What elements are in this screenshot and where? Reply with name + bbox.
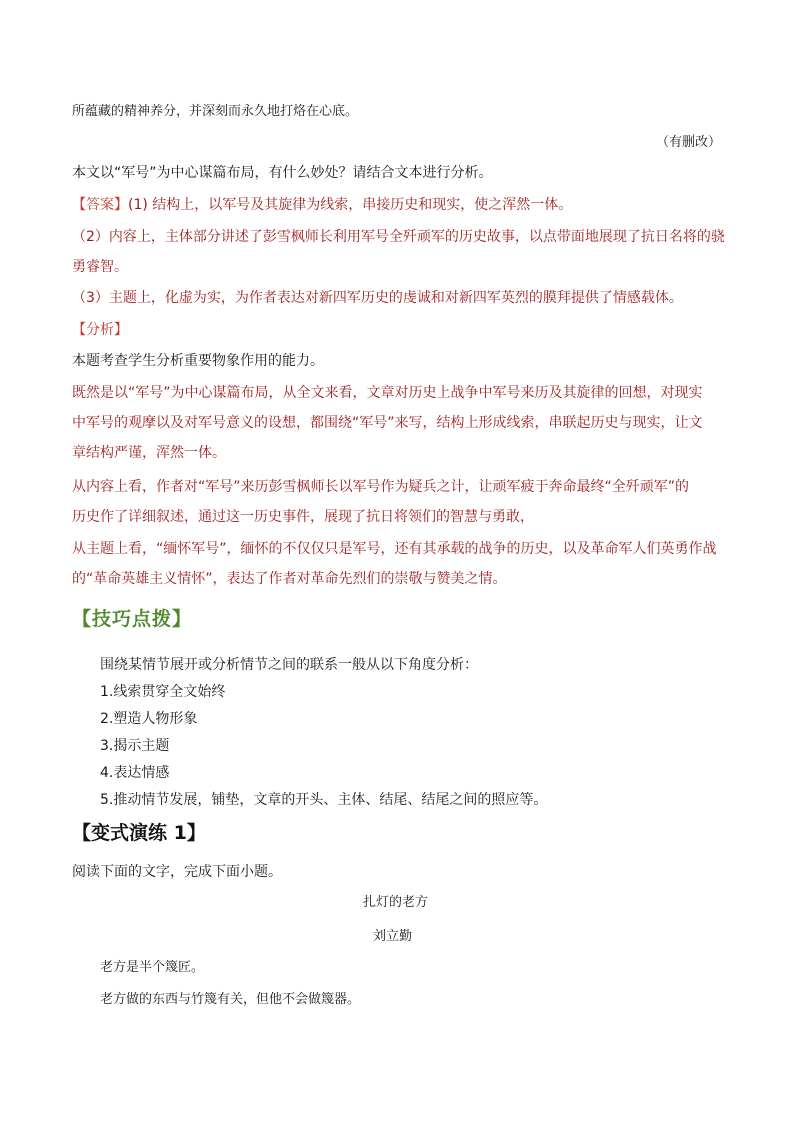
answer-point-2-line-2: 勇睿智。 — [72, 259, 128, 275]
story-line: 老方做的东西与竹篾有关，但他不会做篾器。 — [100, 992, 361, 1007]
story-title: 扎灯的老方 — [363, 895, 429, 910]
answer-line-1 — [72, 195, 572, 215]
analysis-label: 【分析】 — [72, 322, 128, 338]
tips-heading: 【技巧点拨】 — [72, 608, 193, 630]
tips-item: 3.揭示主题 — [100, 738, 170, 754]
analysis-para1-line: 既然是以“军号”为中心谋篇布局，从全文来看，文章对历史上战争中军号来历及其旋律的回想，对现实 — [72, 385, 703, 401]
analysis-intro: 本题考查学生分析重要物象作用的能力。 — [72, 353, 324, 369]
tips-item: 2.塑造人物形象 — [100, 711, 198, 727]
exercise-instruction: 阅读下面的文字，完成下面小题。 — [72, 864, 282, 880]
exercise-heading: 【变式演练 1】 — [72, 822, 206, 844]
tips-item: 4.表达情感 — [100, 765, 170, 781]
story-line: 老方是半个篾匠。 — [100, 960, 205, 975]
analysis-para3-line: 的“革命英雄主义情怀”，表达了作者对革命先烈们的崇敬与赞美之情。 — [72, 571, 507, 587]
answer-label: 【答案】 — [72, 197, 128, 213]
tips-intro: 围绕某情节展开或分析情节之间的联系一般从以下角度分析： — [100, 657, 478, 673]
question-text: 本文以“军号”为中心谋篇布局，有什么妙处？请结合文本进行分析。 — [72, 165, 493, 181]
tips-item: 1.线索贯穿全文始终 — [100, 684, 226, 700]
analysis-para3-line: 从主题上看，“缅怀军号”，缅怀的不仅仅只是军号，还有其承载的战争的历史，以及革命军人们英勇作战 — [72, 541, 717, 557]
answer-point-3: （3）主题上，化虚为实，为作者表达对新四军历史的虔诚和对新四军英烈的膜拜提供了情感载体。 — [72, 290, 683, 306]
answer-point-2-line-1: （2）内容上，主体部分讲述了彭雪枫师长利用军号全歼顽军的历史故事，以点带面地展现了抗日名将的骁 — [72, 229, 725, 245]
analysis-para2-line: 从内容上看，作者对“军号”来历彭雪枫师长以军号作为疑兵之计，让顽军疲于奔命最终“全歼顽军”的 — [72, 479, 690, 495]
excerpt-note: （有删改） — [656, 135, 722, 150]
excerpt-last-line: 所蕴藏的精神养分，并深刻而永久地打烙在心底。 — [72, 104, 359, 119]
answer-point-1: (1) 结构上，以军号及其旋律为线索，串接历史和现实，使之浑然一体。 — [128, 197, 573, 213]
analysis-para1-line: 中军号的观摩以及对军号意义的设想，都围绕“军号”来写，结构上形成线索，串联起历史与现实，让文 — [72, 415, 703, 431]
tips-item: 5.推动情节发展，铺垫，文章的开头、主体、结尾、结尾之间的照应等。 — [100, 792, 548, 808]
analysis-para2-line: 历史作了详细叙述，通过这一历史事件，展现了抗日将领们的智慧与勇敢， — [72, 509, 534, 525]
analysis-para1-line: 章结构严谨，浑然一体。 — [72, 445, 226, 461]
story-author: 刘立勤 — [373, 929, 413, 944]
